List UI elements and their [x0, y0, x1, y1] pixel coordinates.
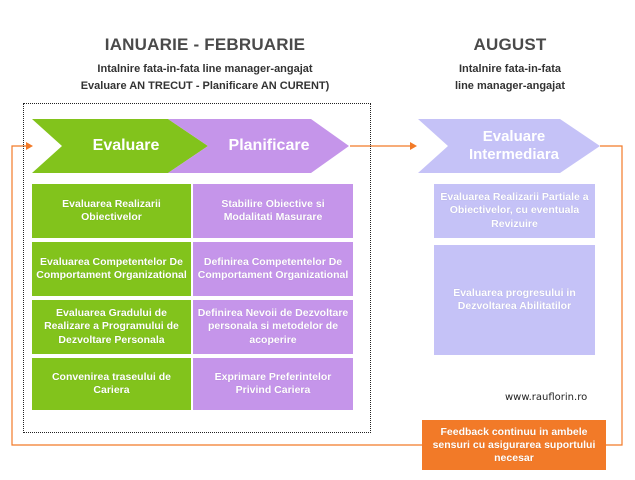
planificare-arrow-label: Planificare: [228, 137, 310, 154]
evaluare-intermediara-arrow-label: Evaluare Intermediara: [468, 128, 560, 163]
left-subtitle-line2: Evaluare AN TRECUT - Planificare AN CURENT): [80, 80, 330, 92]
planificare-box: Definirea Nevoii de Dezvoltare personala si metodelor de acoperire: [193, 300, 353, 354]
evaluare-box: Evaluarea Competentelor De Comportament Organizational: [32, 242, 191, 296]
left-subtitle-line1: Intalnire fata-in-fata line manager-angajat: [97, 63, 313, 75]
right-subtitle-line1: Intalnire fata-in-fata: [458, 63, 562, 75]
evaluare-intermediara-box: Evaluarea Realizarii Partiale a Obiectivelor, cu eventuala Revizuire: [434, 184, 595, 238]
planificare-box: Definirea Competentelor De Comportament Organizational: [193, 242, 353, 296]
feedback-box: Feedback continuu in ambele sensuri cu asigurarea suportului necesar: [422, 420, 606, 470]
right-title: AUGUST: [473, 35, 547, 54]
evaluare-box: Evaluarea Gradului de Realizare a Programului de Dezvoltare Personala: [32, 300, 191, 354]
planificare-box: Exprimare Preferintelor Privind Cariera: [193, 358, 353, 410]
evaluare-box: Evaluarea Realizarii Obiectivelor: [32, 184, 191, 238]
evaluare-arrow-label: Evaluare: [92, 137, 160, 154]
planificare-box: Stabilire Obiective si Modalitati Masurare: [193, 184, 353, 238]
watermark-url: www.rauflorin.ro: [505, 392, 588, 403]
evaluare-box: Convenirea traseului de Cariera: [32, 358, 191, 410]
right-subtitle-line2: line manager-angajat: [454, 80, 566, 92]
evaluare-intermediara-box: Evaluarea progresului in Dezvoltarea Abilitatilor: [434, 245, 595, 355]
connector-arrowhead-right: [410, 142, 417, 150]
left-title: IANUARIE - FEBRUARIE: [104, 35, 306, 54]
